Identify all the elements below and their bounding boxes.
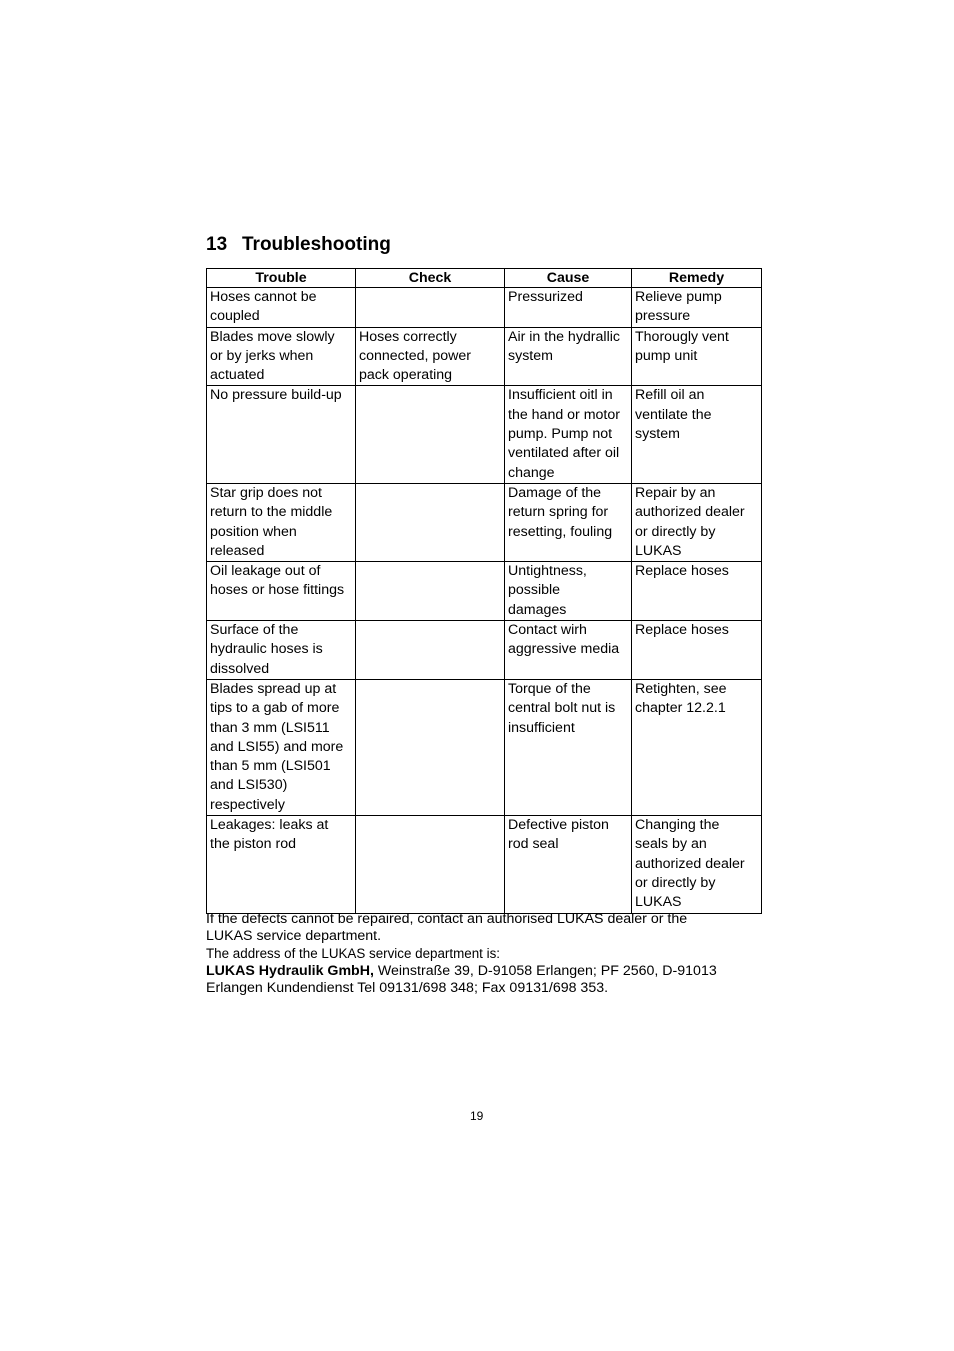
cell-trouble: Blades spread up at tips to a gab of more than 3 mm (LSI511 and LSI55) and more than 5 mm (LSI501 and LSI530) respectively xyxy=(207,679,356,815)
troubleshooting-table xyxy=(206,268,762,914)
page-number: 19 xyxy=(470,1109,484,1123)
header-cause: Cause xyxy=(505,269,632,288)
cell-remedy: Repair by an authorized dealer or directly by LUKAS xyxy=(632,483,762,561)
address-part-1: Weinstraße 39, D-91058 Erlangen; PF 2560, D-91013 xyxy=(373,962,717,979)
cell-check xyxy=(356,483,505,561)
cell-check xyxy=(356,679,505,815)
table-row xyxy=(207,483,762,561)
cell-remedy: Retighten, see chapter 12.2.1 xyxy=(632,679,762,815)
header-trouble: Trouble xyxy=(207,269,356,288)
header-check: Check xyxy=(356,269,505,288)
cell-remedy: Replace hoses xyxy=(632,562,762,621)
cell-trouble: Surface of the hydraulic hoses is dissolved xyxy=(207,621,356,680)
company-name: LUKAS Hydraulik GmbH, xyxy=(206,962,374,979)
cell-cause: Contact wirh aggressive media xyxy=(505,621,632,680)
cell-remedy: Relieve pump pressure xyxy=(632,288,762,328)
cell-cause: Insufficient oitl in the hand or motor pump. Pump not ventilated after oil change xyxy=(505,386,632,483)
table-row xyxy=(207,816,762,913)
cell-cause: Defective piston rod seal xyxy=(505,816,632,913)
table-row xyxy=(207,327,762,386)
cell-trouble: Star grip does not return to the middle position when released xyxy=(207,483,356,561)
table-row xyxy=(207,621,762,680)
note-line-1: If the defects cannot be repaired, contact an authorised LUKAS dealer or the xyxy=(206,911,688,927)
cell-check xyxy=(356,816,505,913)
table-row xyxy=(207,386,762,483)
table-row xyxy=(207,288,762,328)
cell-trouble: Blades move slowly or by jerks when actuated xyxy=(207,327,356,386)
cell-trouble: No pressure build-up xyxy=(207,386,356,483)
address-line-2: Erlangen Kundendienst Tel 09131/698 348; Fax 09131/698 353. xyxy=(206,979,609,996)
cell-cause: Damage of the return spring for resetting, fouling xyxy=(505,483,632,561)
cell-check xyxy=(356,621,505,680)
table-header-row xyxy=(207,269,762,288)
table-row xyxy=(207,679,762,815)
cell-check: Hoses correctly connected, power pack operating xyxy=(356,327,505,386)
table-row xyxy=(207,562,762,621)
section-title: Troubleshooting xyxy=(242,234,391,255)
cell-trouble: Hoses cannot be coupled xyxy=(207,288,356,328)
cell-trouble: Oil leakage out of hoses or hose fittings xyxy=(207,562,356,621)
cell-check xyxy=(356,562,505,621)
section-number: 13 xyxy=(206,234,228,255)
note-line-3: The address of the LUKAS service department is: xyxy=(206,946,500,962)
cell-remedy: Thorougly vent pump unit xyxy=(632,327,762,386)
cell-cause: Torque of the central bolt nut is insufficient xyxy=(505,679,632,815)
header-remedy: Remedy xyxy=(632,269,762,288)
section-heading xyxy=(206,234,391,256)
cell-cause: Pressurized xyxy=(505,288,632,328)
address-line-1 xyxy=(206,963,766,980)
cell-remedy: Refill oil an ventilate the system xyxy=(632,386,762,483)
cell-check xyxy=(356,386,505,483)
cell-cause: Air in the hydrallic system xyxy=(505,327,632,386)
note-line-2: LUKAS service department. xyxy=(206,928,382,945)
cell-trouble: Leakages: leaks at the piston rod xyxy=(207,816,356,913)
cell-cause: Untightness, possible damages xyxy=(505,562,632,621)
cell-check xyxy=(356,288,505,328)
cell-remedy: Replace hoses xyxy=(632,621,762,680)
service-contact-note xyxy=(206,911,766,997)
cell-remedy: Changing the seals by an authorized dealer or directly by LUKAS xyxy=(632,816,762,913)
